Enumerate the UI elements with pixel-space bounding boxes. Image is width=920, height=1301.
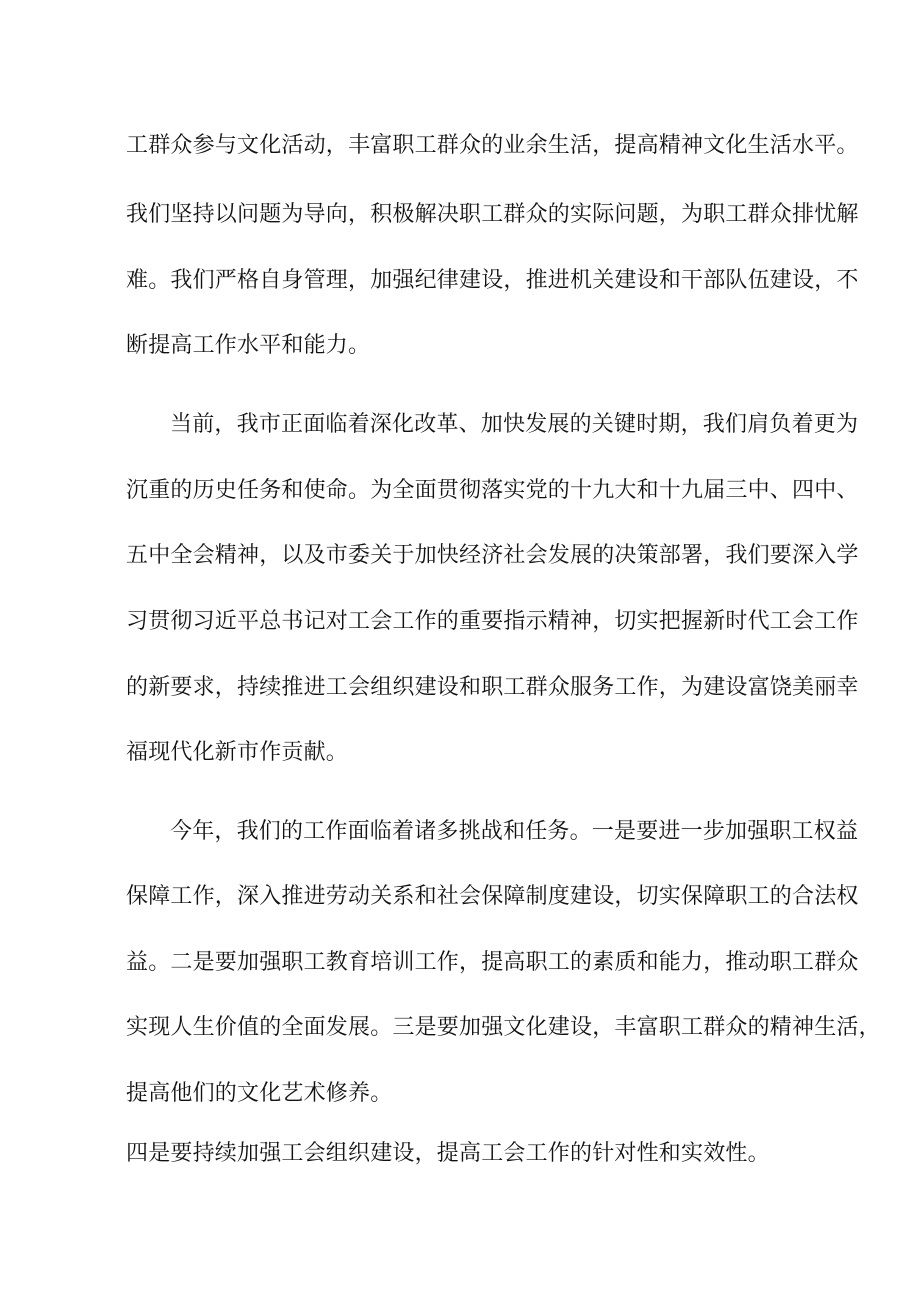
text-line: 五中全会精神，以及市委关于加快经济社会发展的决策部署，我们要深入学: [126, 543, 859, 568]
text-line: 习贯彻习近平总书记对工会工作的重要指示精神，切实把握新时代工会工作: [126, 609, 859, 634]
text-line: 福现代化新市作贡献。: [126, 740, 349, 765]
text-line: 今年，我们的工作面临着诸多挑战和任务。一是要进一步加强职工权益: [170, 819, 859, 844]
text-line: 断提高工作水平和能力。: [126, 333, 371, 358]
text-line: 实现人生价值的全面发展。三是要加强文化建设，丰富职工群众的精神生活，: [126, 1015, 881, 1040]
text-line: 提高他们的文化艺术修养。: [126, 1081, 393, 1106]
text-line: 四是要持续加强工会组织建设，提高工会工作的针对性和实效性。: [126, 1141, 770, 1166]
text-line: 我们坚持以问题为导向，积极解决职工群众的实际问题，为职工群众排忧解: [126, 202, 859, 227]
text-line: 沉重的历史任务和使命。为全面贯彻落实党的十九大和十九届三中、四中、: [126, 478, 859, 503]
text-line: 的新要求，持续推进工会组织建设和职工群众服务工作，为建设富饶美丽幸: [126, 675, 859, 700]
text-line: 当前，我市正面临着深化改革、加快发展的关键时期，我们肩负着更为: [170, 412, 859, 437]
text-line: 难。我们严格自身管理，加强纪律建设，推进机关建设和干部队伍建设，不: [126, 268, 859, 293]
text-line: 益。二是要加强职工教育培训工作，提高职工的素质和能力，推动职工群众: [126, 950, 859, 975]
text-line: 工群众参与文化活动，丰富职工群众的业余生活，提高精神文化生活水平。: [126, 133, 859, 158]
text-line: 保障工作，深入推进劳动关系和社会保障制度建设，切实保障职工的合法权: [126, 884, 859, 909]
